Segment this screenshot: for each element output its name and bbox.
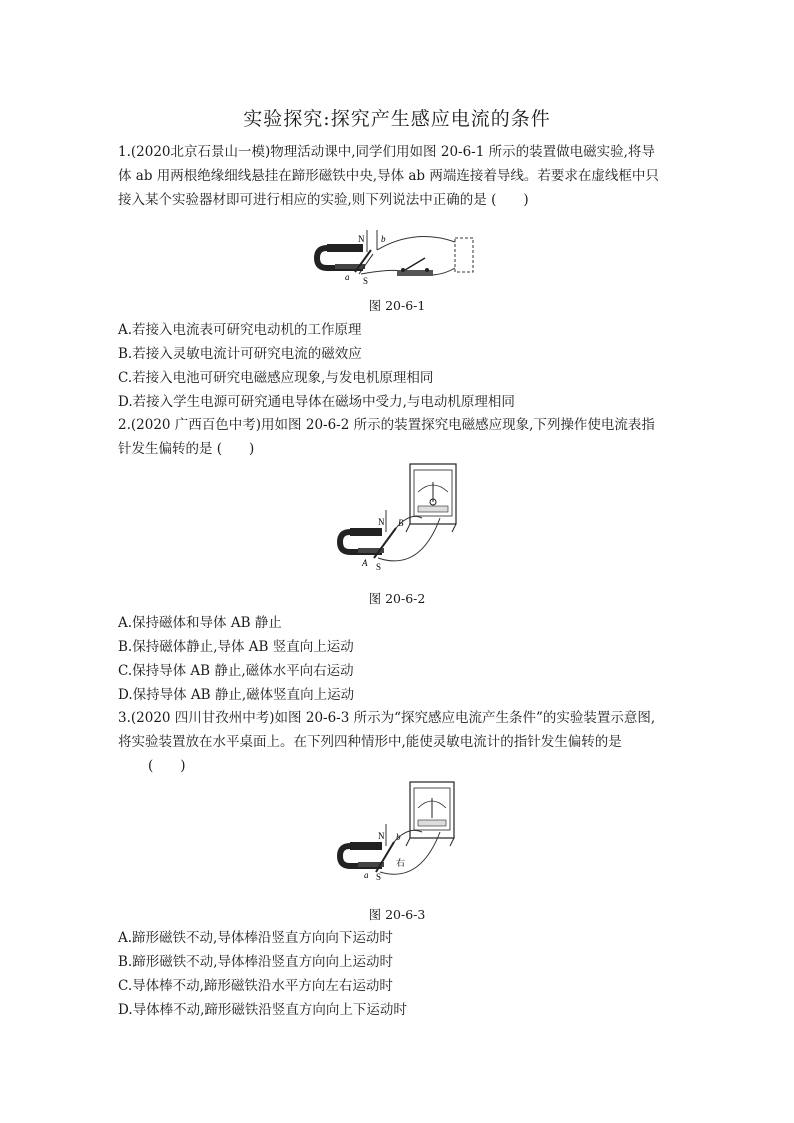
q1-option-b: B.若接入灵敏电流计可研究电流的磁效应 xyxy=(118,346,362,362)
label-a: A xyxy=(362,558,368,568)
q1-stem-line-2: 体 ab 用两根绝缘细线悬挂在蹄形磁铁中央,导体 ab 两端连接着导线。若要求在虚线框中只 xyxy=(118,168,659,184)
label-a: a xyxy=(345,272,350,282)
figure-20-6-1-caption: 图 20-6-1 xyxy=(368,298,426,313)
label-s: S xyxy=(376,872,382,882)
q3-stem-line-3: ( ) xyxy=(148,758,186,774)
dashed-box xyxy=(455,238,473,272)
q3-option-a: A.蹄形磁铁不动,导体棒沿竖直方向向下运动时 xyxy=(118,930,393,946)
q1-option-a: A.若接入电流表可研究电动机的工作原理 xyxy=(118,322,362,338)
figure-20-6-3 xyxy=(330,780,460,885)
label-s: S xyxy=(376,562,382,572)
label-n: N xyxy=(378,831,385,841)
label-b: b xyxy=(381,234,386,244)
q2-option-b: B.保持磁体静止,导体 AB 竖直向上运动 xyxy=(118,639,354,655)
horseshoe-magnet xyxy=(317,244,365,269)
q3-stem-line-1: 3.(2020 四川甘孜州中考)如图 20-6-3 所示为“探究感应电流产生条件”的实验装置示意图, xyxy=(118,710,656,726)
q3-option-d: D.导体棒不动,蹄形磁铁沿竖直方向向上下运动时 xyxy=(118,1002,407,1018)
q2-option-c: C.保持导体 AB 静止,磁体水平向右运动 xyxy=(118,663,354,679)
figure-20-6-1 xyxy=(305,228,485,288)
label-n: N xyxy=(378,517,385,527)
q1-stem-line-1: 1.(2020北京石景山一模)物理活动课中,同学们用如图 20-6-1 所示的装置做电磁实验,将导 xyxy=(118,144,655,160)
q3-option-b: B.蹄形磁铁不动,导体棒沿竖直方向向上运动时 xyxy=(118,954,394,970)
label-n: N xyxy=(358,234,365,244)
q3-stem-line-2: 将实验装置放在水平桌面上。在下列四种情形中,能使灵敏电流计的指针发生偏转的是 xyxy=(118,734,622,750)
q1-stem-line-3: 接入某个实验器材即可进行相应的实验,则下列说法中正确的是 ( ) xyxy=(118,192,529,208)
label-a: a xyxy=(364,870,369,880)
label-right: 右 xyxy=(396,859,406,869)
q2-option-d: D.保持导体 AB 静止,磁体竖直向上运动 xyxy=(118,687,355,703)
wire-top xyxy=(377,237,455,250)
galvanometer-icon xyxy=(406,782,454,846)
q1-option-d: D.若接入学生电源可研究通电导体在磁场中受力,与电动机原理相同 xyxy=(118,394,515,410)
q1-option-c: C.若接入电池可研究电磁感应现象,与发电机原理相同 xyxy=(118,370,434,386)
horseshoe-magnet xyxy=(340,842,384,867)
page-title: 实验探究:探究产生感应电流的条件 xyxy=(243,108,551,130)
figure-20-6-2 xyxy=(330,462,460,577)
label-b: b xyxy=(396,832,401,842)
q2-stem-line-1: 2.(2020 广西百色中考)用如图 20-6-2 所示的装置探究电磁感应现象,下列操作使电流表指 xyxy=(118,417,655,433)
figure-20-6-3-caption: 图 20-6-3 xyxy=(368,907,426,922)
horseshoe-magnet xyxy=(340,528,384,553)
label-s: S xyxy=(363,276,369,286)
switch-icon xyxy=(397,258,433,276)
label-b: B xyxy=(398,518,404,528)
figure-20-6-2-caption: 图 20-6-2 xyxy=(368,591,426,606)
q3-option-c: C.导体棒不动,蹄形磁铁沿水平方向左右运动时 xyxy=(118,978,393,994)
q2-stem-line-2: 针发生偏转的是 ( ) xyxy=(118,441,255,457)
q2-option-a: A.保持磁体和导体 AB 静止 xyxy=(118,615,282,631)
galvanometer-icon xyxy=(406,464,456,532)
